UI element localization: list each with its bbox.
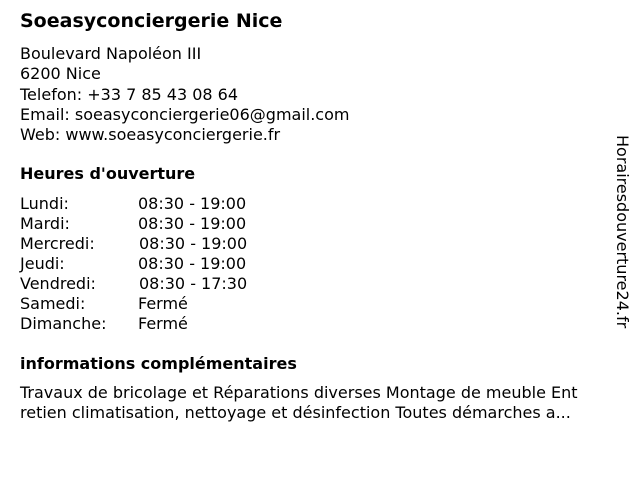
day-hours-thursday: 08:30 - 19:00 (138, 254, 247, 273)
additional-info-line-2: retien climatisation, nettoyage et désinfection Toutes démarches a... (20, 403, 571, 422)
day-label-friday: Vendredi: (20, 274, 96, 293)
site-watermark: Horairesdouverture24.fr (613, 135, 632, 329)
email-line[interactable]: Email: soeasyconciergerie06@gmail.com (20, 105, 350, 124)
phone-line[interactable]: Telefon: +33 7 85 43 08 64 (20, 85, 239, 104)
day-hours-sunday: Fermé (138, 314, 188, 333)
day-label-saturday: Samedi: (20, 294, 86, 313)
day-hours-friday: 08:30 - 17:30 (139, 274, 248, 293)
day-label-sunday: Dimanche: (20, 314, 107, 333)
additional-info-heading: informations complémentaires (20, 354, 297, 373)
business-name: Soeasyconciergerie Nice (20, 10, 283, 32)
day-label-wednesday: Mercredi: (20, 234, 95, 253)
opening-hours-heading: Heures d'ouverture (20, 164, 196, 183)
day-label-thursday: Jeudi: (20, 254, 65, 273)
address-city: 6200 Nice (20, 64, 101, 83)
day-hours-wednesday: 08:30 - 19:00 (139, 234, 248, 253)
day-label-tuesday: Mardi: (20, 214, 70, 233)
day-hours-monday: 08:30 - 19:00 (138, 194, 247, 213)
additional-info-line-1: Travaux de bricolage et Réparations diverses Montage de meuble Ent (20, 383, 578, 402)
web-line[interactable]: Web: www.soeasyconciergerie.fr (20, 125, 281, 144)
additional-info-text (20, 383, 635, 423)
day-label-monday: Lundi: (20, 194, 69, 213)
day-hours-tuesday: 08:30 - 19:00 (138, 214, 247, 233)
address-street: Boulevard Napoléon III (20, 44, 202, 63)
day-hours-saturday: Fermé (138, 294, 188, 313)
